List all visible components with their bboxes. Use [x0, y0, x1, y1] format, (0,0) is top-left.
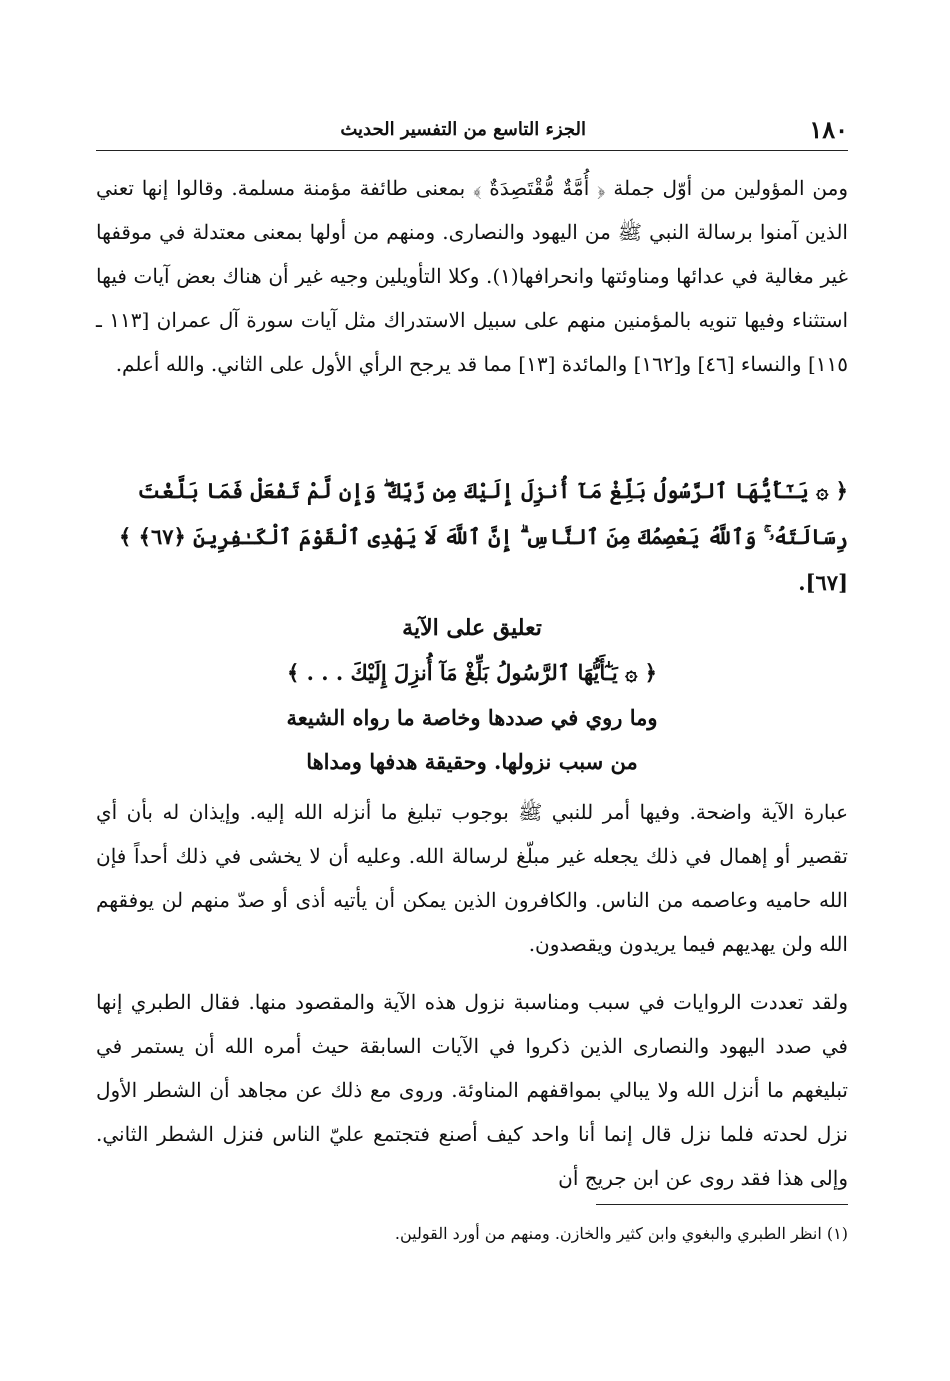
running-title: الجزء التاسع من التفسير الحديث [340, 119, 586, 140]
section-title-line-3: وما روي في صددها وخاصة ما رواه الشيعة [286, 705, 658, 730]
quran-verse: ﴿ ۞ يَـٰٓأَيُّهَا ٱلرَّسُولُ بَلِّغْ مَآ أُنزِلَ إِلَيْكَ مِن رَّبِّكَ ۖ وَإِن لَّمْ تَفْعَلْ فَمَا بَلَّغْتَ رِسَالَتَهُۥ ۚ وَٱللَّهُ يَعْصِمُكَ مِنَ ٱلنَّاسِ ۗ إِنَّ ٱللَّهَ لَا يَهْدِى ٱلْقَوْمَ ٱلْكَـٰفِرِينَ ﴿٦٧﴾ ﴾ [٦٧]. [119, 478, 848, 595]
paragraph-2-text: عبارة الآية واضحة. وفيها أمر للنبي ﷺ بوجوب تبليغ ما أنزله الله إليه. وإيذان له بأن أي تقصير أو إهمال في ذلك يجعله غير مبلّغ لرسالة الله. وعليه أن لا يخشى في ذلك أحداً فإن الله حاميه وعاصمه من الناس. والكافرون الذين يمكن أن يأتيه أذى أو صدّ منهم لن يوفقهم الله ولن يهديهم فيما يريدون ويقصدون. [96, 800, 848, 956]
paragraph-3 [96, 980, 848, 1200]
section-title-main: تعليق على الآية [402, 615, 542, 641]
paragraph-3-text: ولقد تعددت الروايات في سبب ومناسبة نزول هذه الآية والمقصود منها. فقال الطبري إنها في صدد اليهود والنصارى الذين ذكروا في الآيات السابقة حيث أمره الله أن يستمر في تبليغهم ما أنزل الله ولا يبالي بمواقفهم المناوئة. وروى مع ذلك عن مجاهد أن الشطر الأول نزل لحدته فلما نزل قال إنما أنا واحد كيف أصنع فتجتمع عليّ الناس فنزل الشطر الثاني. وإلى هذا فقد روى عن ابن جريج أن [96, 990, 848, 1190]
footnote: (١) انظر الطبري والبغوي وابن كثير والخازن. ومنهم من أورد القولين. [394, 1224, 848, 1243]
section-title-line-4: من سبب نزولها. وحقيقة هدفها ومداها [306, 749, 638, 774]
section-title-verse: ﴿ ۞ يَـٰٓأَيُّهَا ٱلرَّسُولُ بَلِّغْ مَآ أُنزِلَ إِلَيْكَ . . . ﴾ [287, 660, 657, 685]
header-rule [96, 150, 848, 151]
page-header [96, 112, 848, 148]
paragraph-2 [96, 790, 848, 966]
section-title [96, 606, 848, 784]
footnote-rule [596, 1204, 848, 1205]
paragraph-1-text: ومن المؤولين من أوّل جملة ﴿ أُمَّةٌ مُّقْتَصِدَةٌ ﴾ بمعنى طائفة مؤمنة مسلمة. وقالوا إنها تعني الذين آمنوا برسالة النبي ﷺ من اليهود والنصارى. ومنهم من أولها بمعنى معتدلة في موقفها غير مغالية في عدائها ومناوئتها وانحرافها(١). وكلا التأويلين وجيه غير أن هناك بعض آيات فيها استثناء وفيها تنويه بالمؤمنين منهم على سبيل الاستدراك مثل آيات سورة آل عمران [١١٣ ـ ١١٥] والنساء [٤٦] و[١٦٢] والمائدة [١٣] مما قد يرجح الرأي الأول على الثاني. والله أعلم. [96, 176, 849, 376]
paragraph-1 [96, 166, 848, 386]
page-number: ١٨٠ [809, 115, 848, 144]
